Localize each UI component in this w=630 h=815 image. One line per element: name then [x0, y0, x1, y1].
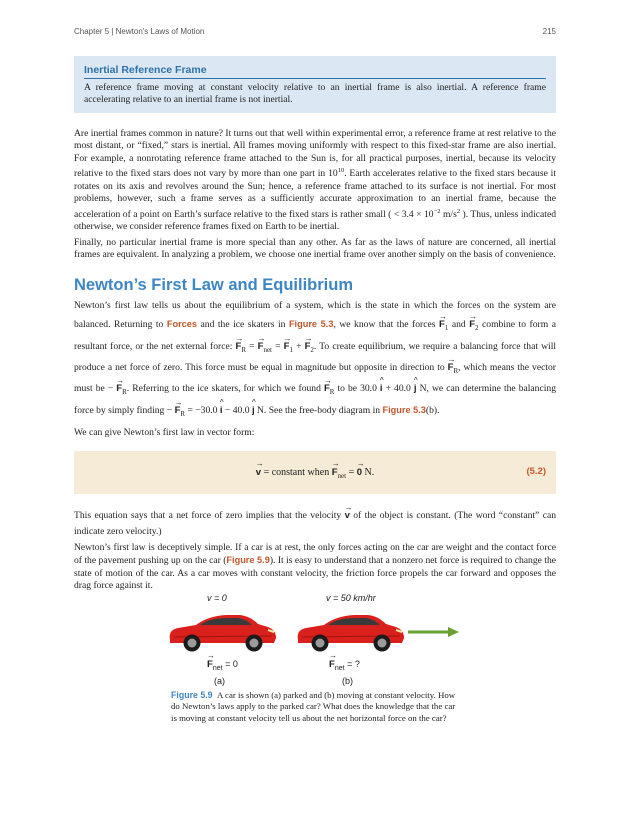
- para3-text-k: , we can determine the balancing force by simply finding: [74, 382, 556, 417]
- net-force-value-b: = ?: [347, 659, 360, 669]
- subscript-net: net: [337, 472, 347, 480]
- net-force-label-a: [207, 659, 238, 672]
- figure-5-3-link[interactable]: Figure 5.3: [288, 319, 334, 330]
- equation: [74, 467, 556, 480]
- para6-text-a: Newton’s first law is deceptively simple. If a car is at rest, the only forces acting on the car are weight and the contact force of the pavement pushing up on the car (: [74, 542, 556, 567]
- subscript-r: R: [453, 366, 459, 375]
- paragraph-first-law: [74, 297, 556, 423]
- para1-text-a: Are inertial frames common in nature? It turns out that well within experimental error, a reference frame at rest relative to the most distant, or “fixed,” stars is inertial. All frames moving uniformly with respect to this fixed-star frame are also inertial. For example, a nonrotating reference frame attached to the Sun is, for all practical purposes, inertial, because its velocity relative to the fixed stars does not vary by more than one part in: [74, 128, 556, 180]
- para3-text-c: , we know that the forces: [333, 319, 436, 331]
- accel-unit-exponent: 2: [456, 207, 461, 215]
- force-vector: → F: [332, 467, 338, 478]
- force-vector: → F: [207, 659, 213, 670]
- paragraph-inertial-frames: [74, 128, 556, 234]
- para3-text-a: Newton’s first law tells us about the equilibrium of a system, which is the state in which the forces on the system are balanced. Returning to: [74, 300, 556, 331]
- equation-text-1: = constant when: [263, 467, 330, 478]
- para3-text-m: (b).: [425, 405, 440, 417]
- para3-text-h: to be: [337, 382, 358, 394]
- accel-value: < 3.4 × 10: [393, 208, 434, 220]
- forces-link[interactable]: Forces: [166, 319, 197, 330]
- page-number: 215: [542, 27, 556, 36]
- unit-newton: N: [256, 405, 264, 417]
- definition-rule: [84, 78, 546, 79]
- caption-figure-number: Figure 5.9: [171, 690, 213, 700]
- and-word: and: [451, 319, 466, 331]
- figure-5-9-link[interactable]: Figure 5.9: [226, 555, 270, 566]
- para3-text-d: combine to form a resultant force, or the net external force:: [74, 319, 556, 352]
- value-neg-40: − 40.0: [224, 405, 250, 417]
- force-vector: → F: [324, 380, 330, 398]
- unit-vector-j: ^ j: [414, 380, 417, 398]
- accel-unit: m/s: [442, 208, 457, 220]
- equation-text-2: =: [348, 467, 355, 478]
- paragraph-equivalence: Finally, no particular inertial frame is more special than any other. As far as the laws of nature are concerned, all inertial frames are equivalent. In analyzing a problem, we choose one inertial frame over another simply on the basis of convenience.: [74, 237, 556, 261]
- velocity-arrow: [408, 627, 459, 637]
- unit-vector-j: ^ j: [252, 402, 255, 420]
- para1-text-c: ). Thus, unless indicated otherwise, we consider reference frames fixed on Earth to be inertial.: [74, 208, 557, 233]
- equation-unit: N.: [364, 467, 375, 478]
- caption-text: A car is shown (a) parked and (b) moving at constant velocity. How do Newton’s laws apply to the parked car? What does the knowledge that the car is moving at constant velocity tell us about the net horizontal force on the car?: [171, 690, 456, 723]
- force-vector: → F: [284, 338, 290, 356]
- net-force-value-a: = 0: [225, 659, 238, 669]
- force-vector: → F: [305, 338, 311, 356]
- definition-title: Inertial Reference Frame: [84, 64, 207, 76]
- minus-sign: −: [166, 405, 173, 417]
- para5-text-b: of the object is constant. (The word “constant” can indicate zero velocity.): [74, 510, 557, 538]
- power-base: 10: [328, 168, 338, 180]
- paragraph-car-example: [74, 542, 556, 593]
- panel-label-a: (a): [214, 676, 225, 686]
- chapter-header: Chapter 5 | Newton's Laws of Motion: [74, 27, 205, 36]
- force-vector: → F: [116, 380, 122, 398]
- equation-number: (5.2): [526, 466, 546, 477]
- para3-text-l: . See the free-body diagram in: [263, 405, 381, 417]
- para3-text-f: , which means the vector must be: [74, 361, 557, 394]
- figure-caption: [171, 690, 461, 724]
- subscript-1: 1: [289, 345, 293, 354]
- paragraph-equation-meaning: [74, 508, 556, 540]
- accel-exponent: −2: [433, 207, 441, 215]
- force-vector: → F: [439, 316, 445, 334]
- zero-vector: → 0: [357, 467, 362, 478]
- subscript-net: net: [212, 664, 223, 672]
- definition-text: A reference frame moving at constant velocity relative to an inertial frame is also inertial. A reference frame accelerating relative to an inertial frame is not inertial.: [84, 82, 546, 105]
- subscript-r: R: [241, 345, 246, 354]
- unit-vector-i: ^ i: [220, 402, 223, 420]
- para6-text-b: ). It is easy to understand that a nonzero net force is required to change the state of motion of the car. As a car moves with constant velocity, the friction force propels the car forward and opposes the drag force against it.: [74, 555, 556, 592]
- subscript-2: 2: [475, 324, 479, 333]
- force-vector: → F: [469, 316, 475, 334]
- equation-box: [74, 451, 556, 494]
- section-title: Newton’s First Law and Equilibrium: [74, 276, 353, 294]
- unit-newton: N: [419, 382, 427, 394]
- parked-car: [170, 615, 276, 652]
- subscript-1: 1: [444, 324, 449, 333]
- paragraph-vector-form: We can give Newton’s first law in vector form:: [74, 427, 255, 438]
- velocity-vector: → v: [345, 508, 350, 524]
- value-40: + 40.0: [385, 382, 411, 394]
- subscript-net: net: [263, 345, 273, 354]
- velocity-label-a: v = 0: [207, 593, 227, 603]
- panel-label-b: (b): [342, 676, 353, 686]
- para3-text-e: . To create equilibrium, we require a balancing force that will produce a net force of zero. This force must be equal in magnitude but opposite in direction to: [74, 340, 557, 373]
- velocity-vector: → v: [256, 467, 261, 478]
- para3-text-b: and the ice skaters in: [200, 319, 286, 331]
- force-vector: → F: [448, 359, 454, 377]
- force-vector: → F: [329, 659, 335, 670]
- subscript-2: 2: [310, 345, 314, 354]
- definition-box: [74, 56, 556, 113]
- net-force-label-b: [329, 659, 360, 672]
- velocity-label-b: v = 50 km/hr: [326, 593, 376, 603]
- force-vector: → F: [258, 338, 264, 356]
- equals-sign: =: [249, 340, 255, 352]
- subscript-r: R: [329, 387, 335, 396]
- power-exponent: 10: [337, 167, 345, 175]
- para1-text-b: . Earth accelerates relative to the fixed stars because it rotates on its axis and revolves around the Sun; hence, a reference frame attached to its surface is not inertial. For most problems, however, such a frame serves as a sufficiently accurate approximation to an inertial frame, because the acceleration of a point on Earth’s surface relative to the fixed stars is rather small (: [74, 168, 557, 220]
- unit-vector-i: ^ i: [380, 380, 383, 398]
- moving-car: [298, 615, 404, 652]
- subscript-net: net: [334, 664, 345, 672]
- value-neg-30: = −30.0: [187, 405, 218, 417]
- value-30: 30.0: [360, 382, 377, 394]
- equals-sign: =: [275, 340, 281, 352]
- figure-5-3b-link[interactable]: Figure 5.3: [382, 405, 426, 416]
- force-vector: → F: [236, 338, 242, 356]
- plus-sign: +: [296, 340, 302, 352]
- para5-text-a: This equation says that a net force of zero implies that the velocity: [74, 510, 342, 521]
- force-vector: → F: [175, 402, 181, 420]
- minus-sign: −: [107, 382, 114, 394]
- para3-text-g: . Referring to the ice skaters, for which we found: [126, 382, 321, 394]
- subscript-r: R: [122, 387, 127, 396]
- subscript-r: R: [180, 410, 186, 419]
